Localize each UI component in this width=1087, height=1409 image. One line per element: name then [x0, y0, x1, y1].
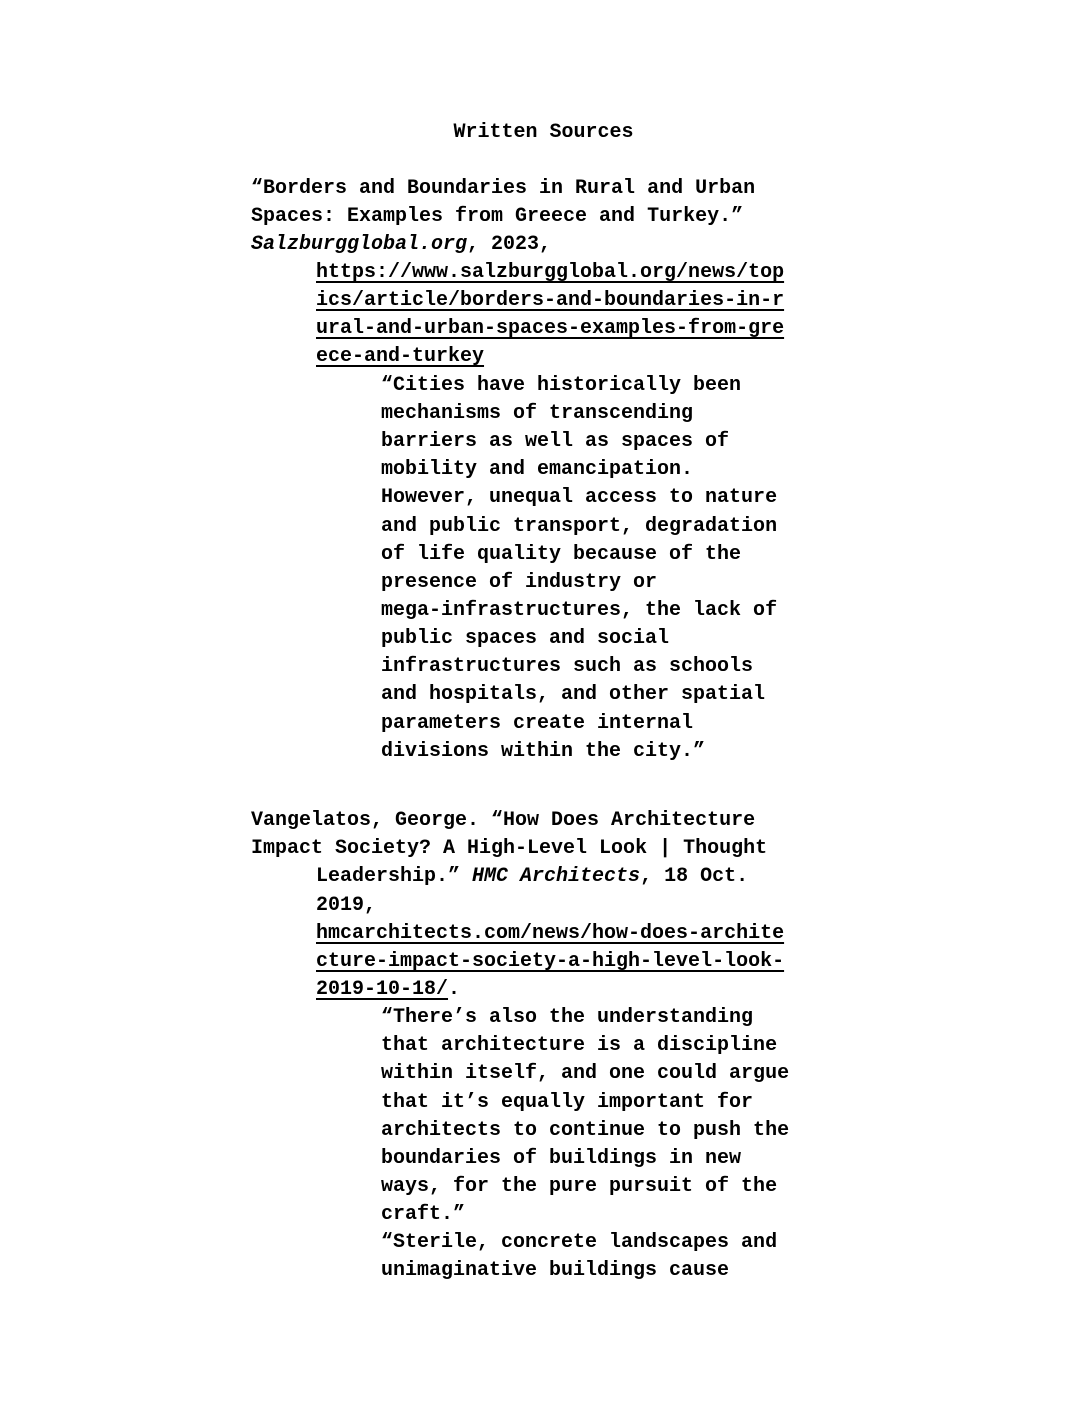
- quote-line: parameters create internal: [381, 712, 694, 735]
- citation-line: Impact Society? A High-Level Look | Thought: [251, 837, 768, 860]
- quote-line: and public transport, degradation: [381, 515, 778, 538]
- quote-line: “Cities have historically been: [381, 374, 742, 397]
- quote-line: mobility and emancipation.: [381, 458, 694, 481]
- quote-line: divisions within the city.”: [381, 740, 706, 763]
- quote-line: barriers as well as spaces of: [381, 430, 730, 453]
- source-url-link[interactable]: ece-and-turkey: [316, 345, 485, 368]
- quote-line: ways, for the pure pursuit of the: [381, 1175, 778, 1198]
- quote-line: boundaries of buildings in new: [381, 1147, 742, 1170]
- citation-line: [251, 231, 551, 259]
- quote-line: within itself, and one could argue: [381, 1062, 790, 1085]
- source-url-link[interactable]: ics/article/borders-and-boundaries-in-r: [316, 289, 785, 312]
- source-site-name: HMC Architects: [472, 865, 641, 888]
- quote-line: unimaginative buildings cause: [381, 1259, 730, 1282]
- quote-line: mechanisms of transcending: [381, 402, 694, 425]
- citation-line: [316, 863, 748, 891]
- citation-date: , 2023,: [467, 233, 552, 256]
- quote-line: infrastructures such as schools: [381, 655, 754, 678]
- citation-date: , 18 Oct.: [640, 865, 749, 888]
- quote-line: However, unequal access to nature: [381, 486, 778, 509]
- citation-line: Vangelatos, George. “How Does Architecture: [251, 809, 756, 832]
- source-url-link[interactable]: ural-and-urban-spaces-examples-from-gre: [316, 317, 785, 340]
- quote-line: mega-infrastructures, the lack of: [381, 599, 778, 622]
- source-site-name: Salzburgglobal.org: [251, 233, 468, 256]
- source-url-link[interactable]: 2019-10-18/: [316, 978, 449, 1001]
- citation-line: [316, 976, 460, 1004]
- quote-line: and hospitals, and other spatial: [381, 683, 766, 706]
- quote-line: presence of industry or: [381, 571, 658, 594]
- quote-line: “There’s also the understanding: [381, 1006, 754, 1029]
- source-url-link[interactable]: hmcarchitects.com/news/how-does-archite: [316, 922, 785, 945]
- quote-line: craft.”: [381, 1203, 466, 1226]
- quote-line: that architecture is a discipline: [381, 1034, 778, 1057]
- citation-title-end: Leadership.”: [316, 865, 473, 888]
- quote-line: public spaces and social: [381, 627, 670, 650]
- quote-line: “Sterile, concrete landscapes and: [381, 1231, 778, 1254]
- quote-line: of life quality because of the: [381, 543, 742, 566]
- quote-line: architects to continue to push the: [381, 1119, 790, 1142]
- page-title: Written Sources: [453, 121, 634, 144]
- citation-line: “Borders and Boundaries in Rural and Urban: [251, 177, 756, 200]
- source-url-link[interactable]: cture-impact-society-a-high-level-look-: [316, 950, 785, 973]
- url-period: .: [448, 978, 461, 1001]
- quote-line: that it’s equally important for: [381, 1091, 754, 1114]
- source-url-link[interactable]: https://www.salzburgglobal.org/news/top: [316, 261, 785, 284]
- citation-line: 2019,: [316, 894, 377, 917]
- citation-line: Spaces: Examples from Greece and Turkey.”: [251, 205, 744, 228]
